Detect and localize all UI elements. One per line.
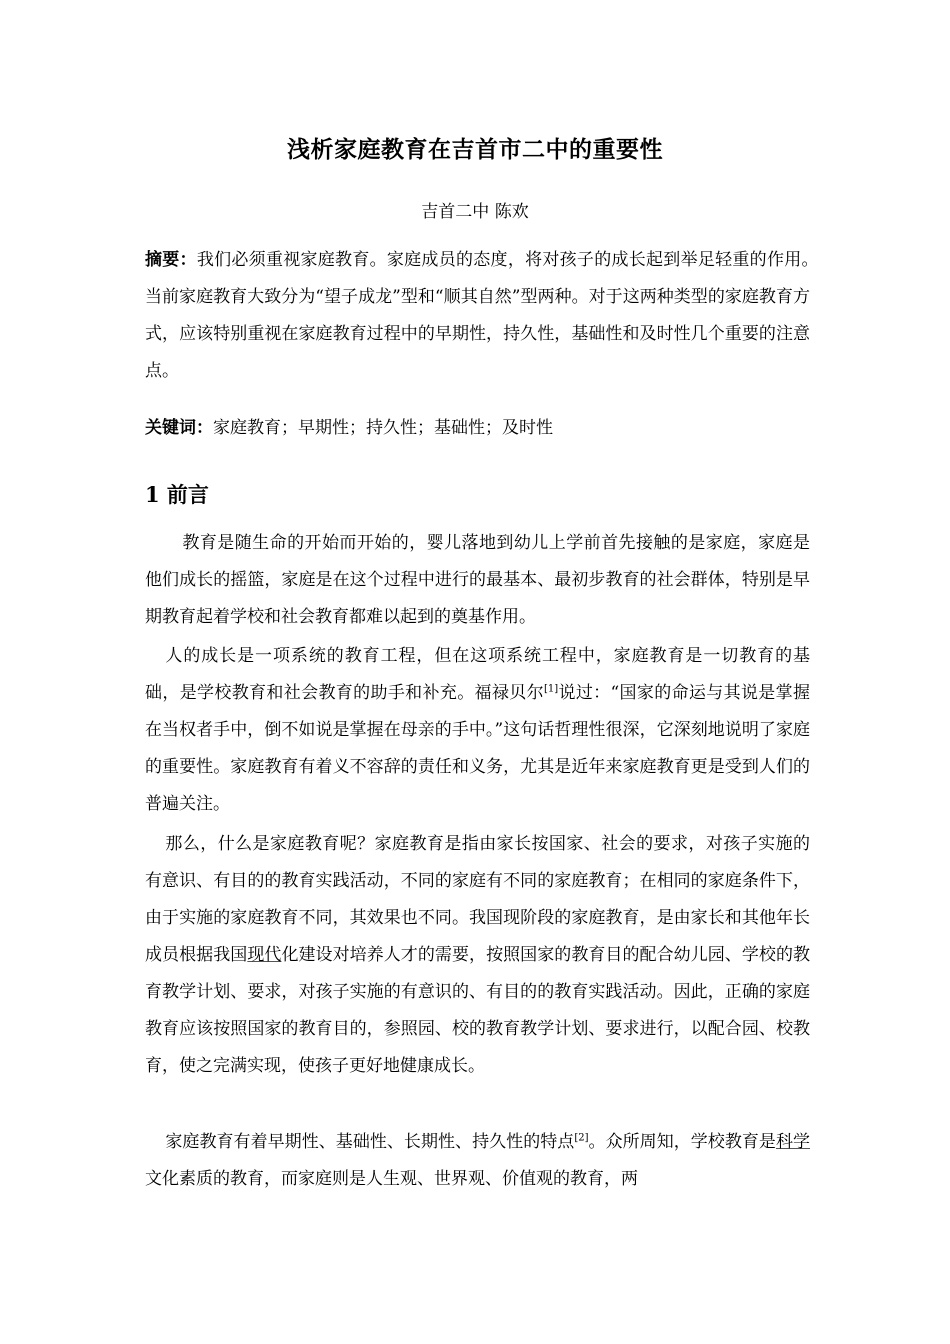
abstract-label: 摘要：: [145, 250, 197, 270]
body-paragraph-2: [145, 638, 810, 823]
paragraph-text: 家庭教育有着早期性、基础性、长期性、持久性的特点: [165, 1132, 575, 1152]
section-heading: 1 前言: [145, 482, 209, 507]
paragraph-text: 化建设对培养人才的需要，按照国家的教育目的配合幼儿园、学校的教育教学计划、要求，对孩子实施的有意识的、有目的的教育实践活动。因此，正确的家庭教育应该按照国家的教育目的，参照园、校的教育教学计划、要求进行，以配合园、校教育，使之完满实现，使孩子更好地健康成长。: [145, 945, 811, 1076]
abstract-paragraph: [145, 242, 828, 390]
paragraph-text: 说过：“国家的命运与其说是掌握在当权者手中，倒不如说是掌握在母亲的手中。”这句话哲理性很深，它深刻地说明了家庭的重要性。家庭教育有着义不容辞的责任和义务，尤其是近年来家庭教育更是受到人们的普遍关注。: [145, 683, 810, 814]
paragraph-text: 那么，什么是家庭教育呢？家庭教育是指由家长按国家、社会的要求，对孩子实施的有意识、有目的的教育实践活动，不同的家庭有不同的家庭教育；在相同的家庭条件下，由于实施的家庭教育不同，其效果也不同。我国现阶段的家庭教育，是由家长和其他年长成员根据我国: [145, 834, 810, 965]
abstract-text: 我们必须重视家庭教育。家庭成员的态度，将对孩子的成长起到举足轻重的作用。 当前家庭教育大致分为“望子成龙”型和“顺其自然”型两种。对于这两种类型的家庭教育方式，应该特别重视在家庭教育过程中的早期性，持久性，基础性和及时性几个重要的注意点。: [145, 250, 828, 381]
keywords-label: 关键词：: [145, 418, 213, 438]
keywords-line: [145, 410, 810, 447]
paragraph-text: 文化素质的教育，而家庭则是人生观、世界观、价值观的教育，两: [145, 1169, 638, 1189]
author-line: 吉首二中 陈欢: [421, 202, 529, 222]
citation-marker[interactable]: [1]: [543, 683, 559, 695]
body-paragraph-3: [145, 826, 810, 1085]
paragraph-text: 。众所周知，学校教育是: [588, 1132, 776, 1152]
body-paragraph-1: 教育是随生命的开始而开始的，婴儿落地到幼儿上学前首先接触的是家庭，家庭是他们成长的摇篮，家庭是在这个过程中进行的最基本、最初步教育的社会群体，特别是早期教育起着学校和社会教育都难以起到的奠基作用。: [145, 533, 810, 627]
keywords-text: 家庭教育；早期性；持久性；基础性；及时性: [213, 418, 553, 438]
hyperlink-science[interactable]: 科学: [775, 1132, 811, 1152]
hyperlink-modern[interactable]: 现代: [247, 945, 282, 965]
document-title: 浅析家庭教育在吉首市二中的重要性: [287, 136, 663, 163]
paragraph-text: 人的成长是一项系统的教育工程，但在这项系统工程中，家庭教育是一切教育的基础，是学校教育和社会教育的助手和补充。福禄贝尔: [145, 646, 810, 703]
body-paragraph-4: [145, 1124, 810, 1198]
citation-marker[interactable]: [2]: [574, 1132, 589, 1144]
